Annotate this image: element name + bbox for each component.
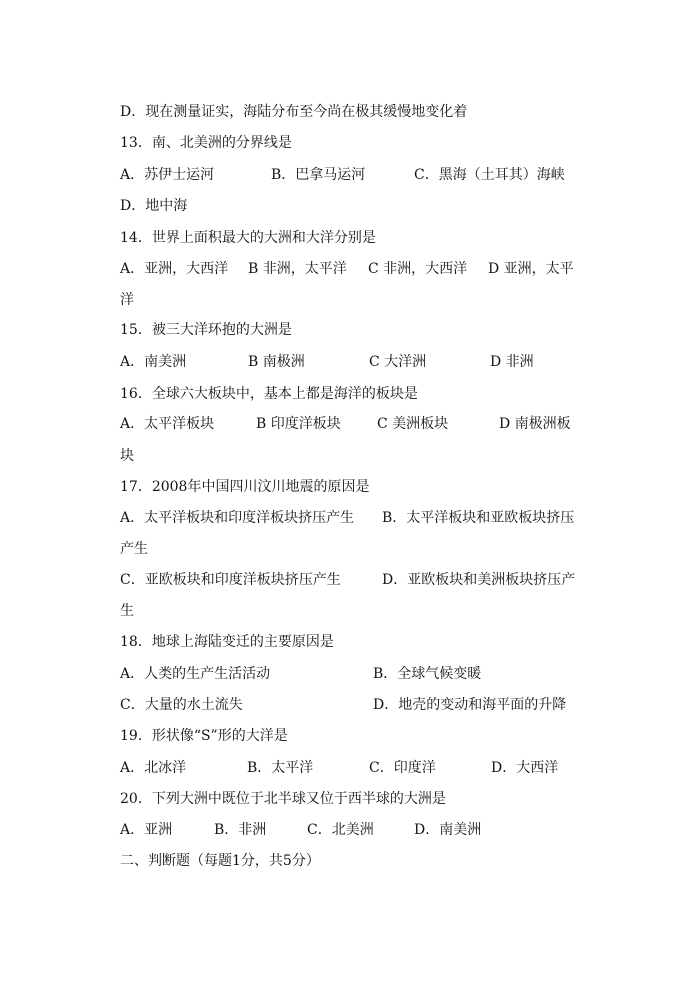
- option-d-q16-wrap: 块: [120, 448, 134, 464]
- option-d-q17-wrap: 生: [120, 603, 134, 619]
- option-c: C．亚欧板块和印度洋板块挤压产生: [120, 572, 341, 588]
- option-b: B．巴拿马运河: [271, 167, 366, 183]
- option-d: D 南极洲板: [499, 416, 571, 432]
- question-13: 13．南、北美洲的分界线是: [120, 135, 292, 151]
- option-d: D 非洲: [490, 354, 534, 370]
- option-a: A．人类的生产生活活动: [120, 666, 271, 682]
- option-b: B．全球气候变暖: [373, 666, 482, 682]
- option-b: B 南极洲: [248, 354, 305, 370]
- option-b: B 印度洋板块: [256, 416, 341, 432]
- question-20: 20．下列大洲中既位于北半球又位于西半球的大洲是: [120, 791, 446, 807]
- option-a: A．太平洋板块和印度洋板块挤压产生: [120, 510, 355, 526]
- option-d: D．南美洲: [414, 822, 482, 838]
- option-d-q14-wrap: 洋: [120, 292, 134, 308]
- option-c: C．北美洲: [307, 822, 374, 838]
- option-c: C．印度洋: [369, 760, 436, 776]
- option-c: C．大量的水土流失: [120, 697, 243, 713]
- question-16: 16．全球六大板块中，基本上都是海洋的板块是: [120, 386, 418, 402]
- question-19: 19．形状像“S”形的大洋是: [120, 728, 288, 744]
- option-a: A．亚洲，大西洋: [120, 261, 229, 277]
- option-c: C．黑海（土耳其）海峡: [414, 167, 565, 183]
- option-a: A．亚洲: [120, 822, 173, 838]
- option-d: D．亚欧板块和美洲板块挤压产: [382, 572, 576, 588]
- option-a: A．北冰洋: [120, 760, 187, 776]
- option-c: C 美洲板块: [377, 416, 449, 432]
- option-b: B．非洲: [214, 822, 267, 838]
- option-a: A．苏伊士运河: [120, 167, 215, 183]
- option-c: C 大洋洲: [369, 354, 427, 370]
- question-17: 17．2008年中国四川汶川地震的原因是: [120, 479, 370, 495]
- option-c: C 非洲，大西洋: [368, 261, 468, 277]
- question-18: 18．地球上海陆变迁的主要原因是: [120, 634, 334, 650]
- option-a: A．南美洲: [120, 354, 187, 370]
- option-b: B 非洲，太平洋: [248, 261, 347, 277]
- section-heading-true-false: 二、判断题（每题1分，共5分）: [120, 853, 320, 869]
- option-d-q12: D．现在测量证实，海陆分布至今尚在极其缓慢地变化着: [120, 104, 468, 120]
- option-b: B．太平洋: [247, 760, 314, 776]
- option-d: D．地壳的变动和海平面的升降: [373, 697, 567, 713]
- option-b-q17-wrap: 产生: [120, 541, 148, 557]
- option-a: A．太平洋板块: [120, 416, 215, 432]
- option-d-q13: D．地中海: [120, 198, 188, 214]
- option-d: D．大西洋: [491, 760, 559, 776]
- option-b: B．太平洋板块和亚欧板块挤压: [382, 510, 575, 526]
- question-15: 15．被三大洋环抱的大洲是: [120, 322, 292, 338]
- question-14: 14．世界上面积最大的大洲和大洋分别是: [120, 230, 376, 246]
- option-d: D 亚洲，太平: [488, 261, 574, 277]
